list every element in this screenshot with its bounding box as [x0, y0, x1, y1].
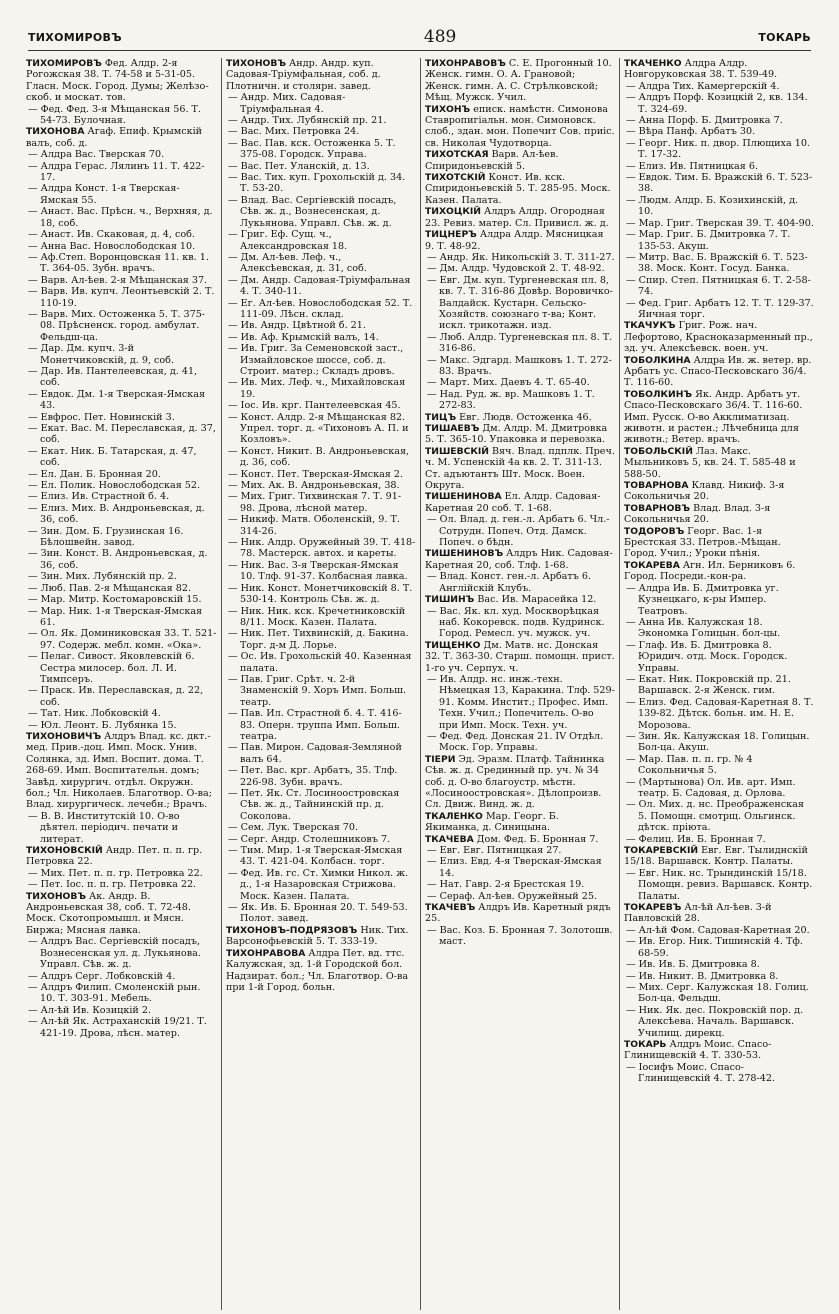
sub-entry: — Конст. Пет. Тверская-Ямская 2.: [226, 469, 416, 480]
sub-entry: — Мар. Григ. Тверская 39. Т. 404-90.: [624, 218, 814, 229]
entry-text: Агн. Ил. Берниковъ 6. Город. Посреди.-кон-ра.: [624, 559, 796, 583]
entry-text: Алдра Алдр. Мясницкая 9. Т. 48-92.: [425, 229, 604, 252]
entry-text: Эд. Эразм. Платф. Тайнинка Сѣв. ж. д. Срединный пр. уч. № 34 соб. д. О-во благоустр. мѣстн. «Лосиноостровская». Дѣлопроизв. Сл. Движ. Винд. ж. д.: [425, 753, 605, 811]
sub-entry: — Пет. Як. Ст. Лосиноостровская Сѣв. ж. д., Тайнинскій пр. д. Соколова.: [226, 788, 416, 822]
sub-entry: — Андр. Як. Никольскій 3. Т. 311-27.: [425, 252, 615, 263]
sub-entry: — Мих. Пет. п. п. гр. Петровка 22.: [26, 868, 217, 879]
surname: ТОКАРЕВА: [624, 559, 680, 571]
entry-text: Ел. Алдр. Садовая-Каретная 20 соб. Т. 1-68.: [425, 491, 601, 514]
entry-text: Алдръ Ив. Каретный рядъ 25.: [425, 902, 611, 925]
sub-entry: — Ив. Никит. В. Дмитровка 8.: [624, 971, 814, 982]
sub-entry: — Алдръ Вас. Сергіевскій посадъ, Вознесенская ул. д. Лукьянова. Управл. Сѣв. ж. д.: [26, 936, 217, 970]
entry-text: Алдра Алдр. Новгоруковская 38. Т. 539-49.: [624, 58, 778, 81]
entry-text: Алдръ Ник. Садовая-Каретная 20, соб. Тлф. 1-68.: [425, 548, 613, 571]
sub-entry: — Март. Мих. Даевъ 4. Т. 65-40.: [425, 377, 615, 388]
sub-entry: — Іосифъ Моис. Спасо-Глинищевскій 4. Т. 278-42.: [624, 1062, 814, 1085]
entry-text: Алдръ Алдр. Огородная 23. Ревиз. матер. Сл. Привисл. ж. д.: [425, 206, 609, 229]
surname: ТОКАРЕВСКІЙ: [624, 845, 699, 857]
sub-entry: — Спир. Степ. Пятницкая 6. Т. 2-58-74.: [624, 275, 814, 298]
sub-entry: — Вас. Мих. Петровка 24.: [226, 126, 416, 137]
sub-entry: — Евдок. Дм. 1-я Тверская-Ямская 43.: [26, 389, 217, 412]
entry-text: Алдра Ив. ж. ветер. вр. Арбатъ ус. Спасо-Песковскаго 36/4. Т. 116-60.: [624, 354, 812, 389]
surname: ТОВАРНОВА: [624, 480, 689, 492]
directory-entry: [425, 640, 615, 674]
sub-entry: — Праск. Ив. Переславская, д. 22, соб.: [26, 685, 217, 708]
sub-entry: — Евг. Ник. нс. Трындинскій 15/18. Помощн. ревиз. Варшавск. Контр. Палаты.: [624, 868, 814, 902]
sub-entry: — Ив. Андр. Цвѣтной б. 21.: [226, 320, 416, 331]
sub-entry: — Пав. Григ. Срѣт. ч. 2-й Знаменскій 9. Хоръ Имп. Больш. театр.: [226, 674, 416, 708]
sub-entry: — Алдра Конст. 1-я Тверская-Ямская 55.: [26, 183, 217, 206]
sub-entry: — Мар. Пав. п. п. гр. № 4 Сокольничья 5.: [624, 754, 814, 777]
sub-entry: — Мих. Ак. В. Андроньевская, 38.: [226, 480, 416, 491]
sub-entry: — Ив. Аф. Крымскій валъ, 14.: [226, 332, 416, 343]
sub-entry: — Дм. Андр. Садовая-Тріумфальная 4. Т. 340-11.: [226, 275, 416, 298]
directory-entry: [624, 320, 814, 354]
sub-entry: — Ник. Конст. Монетчиковскій 8. Т. 530-14. Контроль Сѣв. ж. д.: [226, 583, 416, 606]
entry-text: Як. Андр. Арбатъ ут. Спасо-Песковскаго 36/4. Т. 116-60. Имп. Русск. О-во Акклиматизац. животн. и растен.; Лѣчебница для животн.; Ветер. врачъ.: [624, 388, 803, 446]
entry-text: Вас. Ив. Марасейка 12.: [474, 594, 597, 606]
sub-entry: — Григ. Еф. Сущ. ч., Александровская 18.: [226, 229, 416, 252]
directory-entry: [425, 149, 615, 172]
sub-entry: — Нат. Гавр. 2-я Брестская 19.: [425, 879, 615, 890]
sub-entry: — Вас. Пав. кск. Остоженка 5. Т. 375-08. Городск. Управа.: [226, 138, 416, 161]
surname: ТИХОНОВИЧЪ: [26, 730, 102, 742]
surname: ТИХОНОВА: [26, 126, 85, 138]
entry-text: Конст. Ив. кск. Спиридоньевскій 5. Т. 285-95. Моск. Казен. Палата.: [425, 172, 611, 206]
directory-entry: [425, 902, 615, 925]
directory-entry: [425, 412, 615, 423]
surname: ТОКАРЕВЪ: [624, 902, 682, 914]
directory-entry: [425, 834, 615, 845]
sub-entry: — Андр. Тих. Лубянскій пр. 21.: [226, 115, 416, 126]
directory-entry: [624, 1039, 814, 1062]
column-4: [619, 58, 818, 1310]
sub-entry: — Дм. Ал-ѣев. Леф. ч., Алексѣевская, д. 31, соб.: [226, 252, 416, 275]
sub-entry: — Евг. Евг. Пятницкая 27.: [425, 845, 615, 856]
sub-entry: — Аф.Степ. Воронцовская 11. кв. 1. Т. 364-05. Зубн. врачъ.: [26, 252, 217, 275]
sub-entry: — Пет. Іос. п. п. гр. Петровка 22.: [26, 879, 217, 890]
sub-entry: — Ник. Як. дес. Покровскій пор. д. Алексѣева. Началь. Варшавск. Училищ. дирекц.: [624, 1005, 814, 1039]
sub-entry: — (Мартынова) Ол. Ив. арт. Имп. театр. Б. Садовая, д. Орлова.: [624, 777, 814, 800]
sub-entry: — Анна Порф. Б. Дмитровка 7.: [624, 115, 814, 126]
page-number: 489: [423, 27, 457, 47]
surname: ТИХОТСКІЙ: [425, 172, 486, 184]
directory-entry: [425, 229, 615, 252]
sub-entry: — Фед. Ив. гс. Ст. Химки Никол. ж. д., 1-я Назаровская Стрижова. Моск. Казен. Палата.: [226, 868, 416, 902]
directory-entry: [624, 355, 814, 389]
surname: ТИХОНРАВОВЪ: [425, 58, 506, 69]
sub-entry: — Дм. Алдр. Чудовской 2. Т. 48-92.: [425, 263, 615, 274]
directory-entry: [425, 104, 615, 150]
surname: ТИХОНОВЪ: [26, 890, 86, 902]
surname: ТКАЧУКЪ: [624, 320, 676, 332]
entry-text: С. Е. Прогонный 10. Женск. гимн. О. А. Грановой; Женск. гимн. А. С. Стрѣлковской; Мѣщ. Мужск. Учил.: [425, 58, 612, 104]
directory-entry: [425, 446, 615, 492]
sub-entry: — Ник. Алдр. Оружейный 39. Т. 418-78. Мастерск. автох. и кареты.: [226, 537, 416, 560]
entry-text: Вяч. Влад. пдплк. Преч. ч. М. Успенскій 4а кв. 2. Т. 311-13. Ст. адъютантъ Шт. Моск. Воен. Округа.: [425, 445, 615, 492]
surname: ТКАЧЕНКО: [624, 58, 682, 69]
sub-entry: — Над. Руд. ж. вр. Машковъ 1. Т. 272-83.: [425, 389, 615, 412]
sub-entry: — Екат. Вас. М. Переславская, д. 37, соб.: [26, 423, 217, 446]
column-3: [420, 58, 619, 1310]
sub-entry: — Ив. Мих. Леф. ч., Михайловская 19.: [226, 377, 416, 400]
sub-entry: — Дар. Дм. купч. 3-й Монетчиковскій, д. 9, соб.: [26, 343, 217, 366]
entry-text: Варв. Ал-ѣев. Спиридоньевскій 5.: [425, 149, 559, 172]
entry-text: Ал-ѣй Ал-ѣев. 3-й Павловскій 28.: [624, 902, 772, 925]
sub-entry: — Серг. Андр. Столешниковъ 7.: [226, 834, 416, 845]
sub-entry: — Ол. Влад. д. ген.-л. Арбатъ 6. Чл.-Сотрудн. Попеч. Отд. Дамск. Попеч. о бѣдн.: [425, 514, 615, 548]
sub-entry: — Ал-ѣй Ив. Козицкій 2.: [26, 1005, 217, 1016]
sub-entry: — Зин. Дом. Б. Грузинская 16. Бѣлошвейн. завод.: [26, 526, 217, 549]
sub-entry: — Алдръ Серг. Лобковскій 4.: [26, 971, 217, 982]
entry-text: Клавд. Никиф. 3-я Сокольничья 20.: [624, 480, 785, 503]
sub-entry: — Ал-ѣй Як. Астраханскій 19/21. Т. 421-19. Дрова, лѣсн. матер.: [26, 1016, 217, 1039]
surname: ТИЦНЕРЪ: [425, 229, 477, 241]
sub-entry: — Фед. Фед. 3-я Мѣщанская 56. Т. 54-73. Булочная.: [26, 104, 217, 127]
column-1: [22, 58, 221, 1310]
sub-entry: — Глаф. Ив. Б. Дмитровка 8. Юридич. отд. Моск. Городск. Управы.: [624, 640, 814, 674]
directory-entry: [624, 389, 814, 446]
sub-entry: — Ив. Алдр. нс. инж.-техн. Нѣмецкая 13, Каракина. Тлф. 529-91. Комм. Инстит.; Профес. Имп. Техн. Учил.; Попечитель. О-во при Имп. Моск. Техн. уч.: [425, 674, 615, 731]
sub-entry: — Як. Ив. Б. Бронная 20. Т. 549-53. Полот. завед.: [226, 902, 416, 925]
header-rule: [28, 50, 811, 51]
entry-text: Дом. Фед. Б. Бронная 7.: [473, 833, 599, 845]
directory-entry: [624, 560, 814, 583]
surname: ТОБОЛЬСКІЙ: [624, 445, 693, 457]
page-header: [28, 26, 811, 48]
sub-entry: — Зин. Конст. В. Андроньевская, д. 36, соб.: [26, 548, 217, 571]
sub-entry: — Никиф. Матв. Оболенскій, 9. Т. 314-26.: [226, 514, 416, 537]
sub-entry: — Анаст. Вас. Прѣсн. ч., Верхняя, д. 18, соб.: [26, 206, 217, 229]
sub-entry: — Алдра Герас. Лялинъ 11. Т. 422-17.: [26, 161, 217, 184]
directory-entry: [624, 902, 814, 925]
surname: ТИЦЪ: [425, 411, 457, 423]
surname: ТИХОНОВСКІЙ: [26, 845, 103, 857]
sub-entry: — Мих. Григ. Тихвинская 7. Т. 91-98. Дрова, лѣсной матер.: [226, 491, 416, 514]
directory-entry: [26, 731, 217, 811]
surname: ТИХОНОВЪ: [226, 58, 286, 69]
sub-entry: — Ал-ѣй Фом. Садовая-Каретная 20.: [624, 925, 814, 936]
directory-entry: [425, 594, 615, 605]
sub-entry: — Анна Ив. Калужская 18. Экономка Голицын. бол-цы.: [624, 617, 814, 640]
entry-text: Ник. Тих. Варсонофьевскій 5. Т. 333-19.: [226, 924, 409, 948]
sub-entry: — Влад. Конст. ген.-л. Арбатъ 6. Англійскій Клубъ.: [425, 571, 615, 594]
surname: ТКАЧЕВА: [425, 833, 474, 845]
sub-entry: — Екат. Ник. Покровскій пр. 21. Варшавск. 2-я Женск. гим.: [624, 674, 814, 697]
sub-entry: — Ив. Ив. Б. Дмитровка 8.: [624, 959, 814, 970]
sub-entry: — Мих. Серг. Калужская 18. Голиц. Бол-ца. Фельдш.: [624, 982, 814, 1005]
entry-text: Андр. Андр. куп. Садовая-Тріумфальная, соб. д. Плотничн. и столярн. завед.: [226, 58, 381, 92]
sub-entry: — Алдра Вас. Тверская 70.: [26, 149, 217, 160]
directory-entry: [425, 206, 615, 229]
sub-entry: — Елиз. Ив. Страстной б. 4.: [26, 491, 217, 502]
sub-entry: — Ол. Як. Доминиковская 33. Т. 521-97. Содерж. мебл. комн. «Ока».: [26, 628, 217, 651]
entry-text: Дм. Алдр. М. Дмитровка 5. Т. 365-10. Упаковка и перевозка.: [425, 423, 608, 446]
sub-entry: — Зин. Мих. Лубянскій пр. 2.: [26, 571, 217, 582]
sub-entry: — Анаст. Ив. Скаковая, д. 4, соб.: [26, 229, 217, 240]
sub-entry: — Вас. Коз. Б. Бронная 7. Золотошв. маст.: [425, 925, 615, 948]
sub-entry: — Ег. Ал-ѣев. Новослободская 52. Т. 111-09. Лѣсн. склад.: [226, 298, 416, 321]
sub-entry: — Влад. Вас. Сергіевскій посадъ, Сѣв. ж. д., Вознесенская, д. Лукьянова. Управл. Сѣв. ж. д.: [226, 195, 416, 229]
sub-entry: — Елиз. Мих. В. Андроньевская, д. 36, соб.: [26, 503, 217, 526]
sub-entry: — Макс. Эдгард. Машковъ 1. Т. 272-83. Врачъ.: [425, 355, 615, 378]
sub-entry: — Варв. Ал-ѣев. 2-я Мѣщанская 37.: [26, 275, 217, 286]
surname: ТОБОЛКИНЪ: [624, 388, 693, 400]
directory-entry: [226, 925, 416, 948]
sub-entry: — Варв. Мих. Остоженка 5. Т. 375-08. Прѣсненск. город. амбулат. Фельдш-ца.: [26, 309, 217, 343]
surname: ТОБОЛКИНА: [624, 354, 691, 366]
sub-entry: — Георг. Ник. п. двор. Плющиха 10. Т. 17-32.: [624, 138, 814, 161]
entry-text: Влад. Влад. 3-я Сокольничья 20.: [624, 502, 771, 526]
sub-entry: — Ив. Григ. За Семеновской заст., Измайловское шоссе, соб. д. Строит. матер.; Складъ дровъ.: [226, 343, 416, 377]
entry-text: Алдръ Моис. Спасо-Глинищевскій 4. Т. 330-53.: [624, 1038, 772, 1062]
directory-entry: [624, 58, 814, 81]
sub-entry: — Юл. Леонт. Б. Лубянка 15.: [26, 720, 217, 731]
sub-entry: — Алдръ Порф. Козицкій 2, кв. 134. Т. 324-69.: [624, 92, 814, 115]
sub-entry: — Фед. Фед. Донская 21. IV Отдѣл. Моск. Гор. Управы.: [425, 731, 615, 754]
sub-entry: — Пав. Мирон. Садовая-Земляной валъ 64.: [226, 742, 416, 765]
sub-entry: — Ел. Полик. Новослободская 52.: [26, 480, 217, 491]
sub-entry: — Сем. Лук. Тверская 70.: [226, 822, 416, 833]
sub-entry: — Пет. Вас. крг. Арбатъ, 35. Тлф. 226-98. Зубн. врачъ.: [226, 765, 416, 788]
entry-text: Дм. Матв. нс. Донская 32. Т. 363-30. Старш. помощн. прист. 1-го уч. Серпух. ч.: [425, 639, 615, 674]
sub-entry: — Елиз. Фед. Садовая-Каретная 8. Т. 139-82. Дѣтск. больн. им. Н. Е. Морозова.: [624, 697, 814, 731]
directory-entry: [26, 891, 217, 937]
sub-entry: — Анна Вас. Новослободская 10.: [26, 241, 217, 252]
sub-entry: — Сераф. Ал-ѣев. Оружейный 25.: [425, 891, 615, 902]
surname: ТИЩЕНКО: [425, 639, 481, 651]
entry-text: Фед. Алдр. 2-я Рогожская 38. Т. 74-58 и 5-31-05. Гласн. Моск. Город. Думы; Желѣзо-скоб. и москат. тов.: [26, 58, 209, 104]
sub-entry: — Люб. Алдр. Тургеневская пл. 8. Т. 316-86.: [425, 332, 615, 355]
surname: ТИШИНЪ: [425, 594, 475, 606]
directory-entry: [425, 754, 615, 811]
entry-text: Лаз. Макс. Мыльниковъ 5, кв. 24. Т. 585-48 и 588-50.: [624, 445, 796, 480]
sub-entry: — Вас. Як. кл. худ. Москворѣцкая наб. Кокоревск. подв. Кудринск. Город. Ремесл. уч. мужск. уч.: [425, 606, 615, 640]
sub-entry: — Дар. Ив. Пантелеевская, д. 41, соб.: [26, 366, 217, 389]
columns-container: [22, 58, 818, 1310]
surname: ТИХОНРАВОВА: [226, 947, 306, 959]
entry-text: Мар. Георг. Б. Якиманка, д. Синицына.: [425, 810, 559, 834]
surname: ТОВАРНОВЪ: [624, 502, 691, 514]
sub-entry: — Ив. Егор. Ник. Тишинскій 4. Тф. 68-59.: [624, 936, 814, 959]
directory-entry: [425, 172, 615, 206]
entry-text: Григ. Рож. нач. Лефортово, Красноказарменный пр., зд. уч. Алексѣевск. воен. уч.: [624, 320, 813, 355]
directory-entry: [425, 491, 615, 514]
sub-entry: — В. В. Институтскій 10. О-во дѣятел. періодич. печати и литерат.: [26, 811, 217, 845]
sub-entry: — Тим. Мир. 1-я Тверская-Ямская 43. Т. 421-04. Колбасн. торг.: [226, 845, 416, 868]
sub-entry: — Евфрос. Пет. Новинскій 3.: [26, 412, 217, 423]
sub-entry: — Евдок. Тим. Б. Вражскій 6. Т. 523-38.: [624, 172, 814, 195]
sub-entry: — Іос. Ив. крг. Пантелеевская 45.: [226, 400, 416, 411]
sub-entry: — Тат. Ник. Лобковскій 4.: [26, 708, 217, 719]
entry-text: Агаф. Епиф. Крымскій валъ, соб. д.: [26, 126, 203, 149]
sub-entry: — Фелиц. Ив. Б. Бронная 7.: [624, 834, 814, 845]
directory-entry: [624, 503, 814, 526]
sub-entry: — Ос. Ив. Грохольскій 40. Казенная палата.: [226, 651, 416, 674]
sub-entry: — Пав. Ил. Страстной б. 4. Т. 416-83. Оперн. труппа Имп. Больш. театра.: [226, 708, 416, 742]
surname: ТИШЕВСКІЙ: [425, 445, 489, 457]
surname: ТІЕРИ: [425, 753, 456, 765]
directory-entry: [226, 58, 416, 92]
sub-entry: — Зин. Як. Калужская 18. Голицын. Бол-ца. Акуш.: [624, 731, 814, 754]
surname: ТИХОНОВЪ-ПОДРЯЗОВЪ: [226, 924, 358, 936]
entry-text: Евг. Людв. Остоженка 46.: [456, 411, 592, 423]
surname: ТКАЧЕВЪ: [425, 902, 476, 914]
directory-entry: [425, 58, 615, 104]
sub-entry: — Екат. Ник. Б. Татарская, д. 47, соб.: [26, 446, 217, 469]
directory-entry: [26, 126, 217, 149]
sub-entry: — Варв. Ив. купч. Леонтьевскій 2. Т. 110-19.: [26, 286, 217, 309]
sub-entry: — Ник. Ник. кск. Кречетниковскій 8/11. Моск. Казен. Палата.: [226, 606, 416, 629]
surname: ТОДОРОВЪ: [624, 525, 685, 537]
directory-entry: [425, 811, 615, 834]
sub-entry: — Конст. Никит. В. Андроньевская, д. 36, соб.: [226, 446, 416, 469]
sub-entry: — Мар. Ник. 1-я Тверская-Ямская 61.: [26, 606, 217, 629]
directory-entry: [226, 948, 416, 994]
entry-text: еписк. намѣстн. Симонова Ставропигіальн. мон. Симоновск. слоб., здан. мон. Попечит Сов. приіс. св. Николая Чудотворца.: [425, 103, 615, 149]
sub-entry: — Вас. Пет. Уланскій, д. 13.: [226, 161, 416, 172]
sub-entry: — Мар. Григ. Б. Дмитровка 7. Т. 135-53. Акуш.: [624, 229, 814, 252]
directory-entry: [425, 548, 615, 571]
running-head-left: ТИХОМИРОВЪ: [28, 30, 122, 44]
directory-entry: [425, 423, 615, 446]
surname: ТИШЕНИНОВА: [425, 491, 502, 503]
directory-entry: [624, 526, 814, 560]
sub-entry: — Алдра Тих. Камергерскій 4.: [624, 81, 814, 92]
entry-text: Ак. Андр. В. Андроньевская 38, соб. Т. 72-48. Моск. Скотопромышл. и Мясн. Биржа; Мясная лавка.: [26, 890, 191, 936]
sub-entry: — Ник. Вас. 3-я Тверская-Ямская 10. Тлф. 91-37. Колбасная лавка.: [226, 560, 416, 583]
entry-text: Алдра Пет. вд. ттс. Калужская, зд. 1-й Городской бол. Надзират. бол.; Чл. Благотвор. О-ва при 1-й Город. больн.: [226, 947, 409, 993]
directory-entry: [624, 446, 814, 480]
directory-entry: [26, 845, 217, 868]
entry-text: Алдръ Влад. кс. дкт.-мед. Прив.-доц. Имп. Моск. Унив. Солянка, зд. Имп. Воспит. дома. Т. 268-69. Имп. Воспитательн. домъ; Завѣд. хирургич. отдѣл. Окружн. бол.; Чл. Николаев. Благотвор. О-ва; Влад. хирургическ. лечебн.; Врачъ.: [26, 730, 212, 811]
surname: ТИХОЦКІЙ: [425, 206, 481, 218]
sub-entry: — Евг. Дм. куп. Тургеневская пл. 8, кв. 7. Т. 316-86 Довѣр. Воровичко-Валдайск. Кустарн. Сельско-Хозяйств. союзнаго т-ва; Конт. искл. трикотажн. изд.: [425, 275, 615, 332]
sub-entry: — Ол. Мих. д. нс. Преображенская 5. Помощн. смотрщ. Ольгинск. дѣтск. пріюта.: [624, 799, 814, 833]
sub-entry: — Людм. Алдр. Б. Козихинскій, д. 10.: [624, 195, 814, 218]
entry-text: Андр. Пет. п. п. гр. Петровка 22.: [26, 845, 203, 868]
running-head-right: ТОКАРЬ: [758, 30, 811, 44]
sub-entry: — Фед. Григ. Арбатъ 12. Т. Т. 129-37. Яичная торг.: [624, 298, 814, 321]
sub-entry: — Вас. Тих. куп. Грохольскій д. 34. Т. 53-20.: [226, 172, 416, 195]
surname: ТИХОМИРОВЪ: [26, 58, 102, 69]
directory-entry: [624, 480, 814, 503]
sub-entry: — Пелаг. Сивост. Яковлевскій 6. Сестра милосер. бол. Л. И. Тимпсеръ.: [26, 651, 217, 685]
sub-entry: — Ел. Дан. Б. Бронная 20.: [26, 469, 217, 480]
sub-entry: — Ник. Пет. Тихвинскій, д. Бакина. Торг. д-м Д. Лорье.: [226, 628, 416, 651]
sub-entry: — Андр. Мих. Садовая-Тріумфальная 4.: [226, 92, 416, 115]
surname: ТИХОТСКАЯ: [425, 149, 489, 161]
directory-entry: [26, 58, 217, 104]
column-2: [221, 58, 420, 1310]
sub-entry: — Люб. Пав. 2-я Мѣщанская 82.: [26, 583, 217, 594]
sub-entry: — Елиз. Ив. Пятницкая 6.: [624, 161, 814, 172]
sub-entry: — Митр. Вас. Б. Вражскій 6. Т. 523-38. Моск. Конт. Госуд. Банка.: [624, 252, 814, 275]
surname: ТИШЕНИНОВЪ: [425, 548, 504, 560]
entry-text: Евг. Евг. Тылиднскій 15/18. Варшавск. Контр. Палаты.: [624, 845, 808, 868]
surname: ТОКАРЬ: [624, 1038, 667, 1050]
sub-entry: — Мар. Митр. Костомаровскій 15.: [26, 594, 217, 605]
surname: ТКАЛЕНКО: [425, 810, 483, 822]
surname: ТИХОНЪ: [425, 103, 471, 115]
sub-entry: — Конст. Алдр. 2-я Мѣщанская 82. Упрел. торг. д. «Тихоновъ А. П. и Козловъ».: [226, 412, 416, 446]
entry-text: Георг. Вас. 1-я Брестская 33. Петров.-Мѣщан. Город. Учил.; Уроки пѣнія.: [624, 525, 781, 560]
sub-entry: — Алдръ Филип. Смоленскій рын. 10. Т. 303-91. Мебель.: [26, 982, 217, 1005]
sub-entry: — Алдра Ив. Б. Дмитровка уг. Кузнецкаго, к-ры Импер. Театровъ.: [624, 583, 814, 617]
sub-entry: — Елиз. Евд. 4-я Тверская-Ямская 14.: [425, 856, 615, 879]
sub-entry: — Вѣра Панф. Арбатъ 30.: [624, 126, 814, 137]
directory-entry: [624, 845, 814, 868]
surname: ТИШАЕВЪ: [425, 423, 480, 434]
